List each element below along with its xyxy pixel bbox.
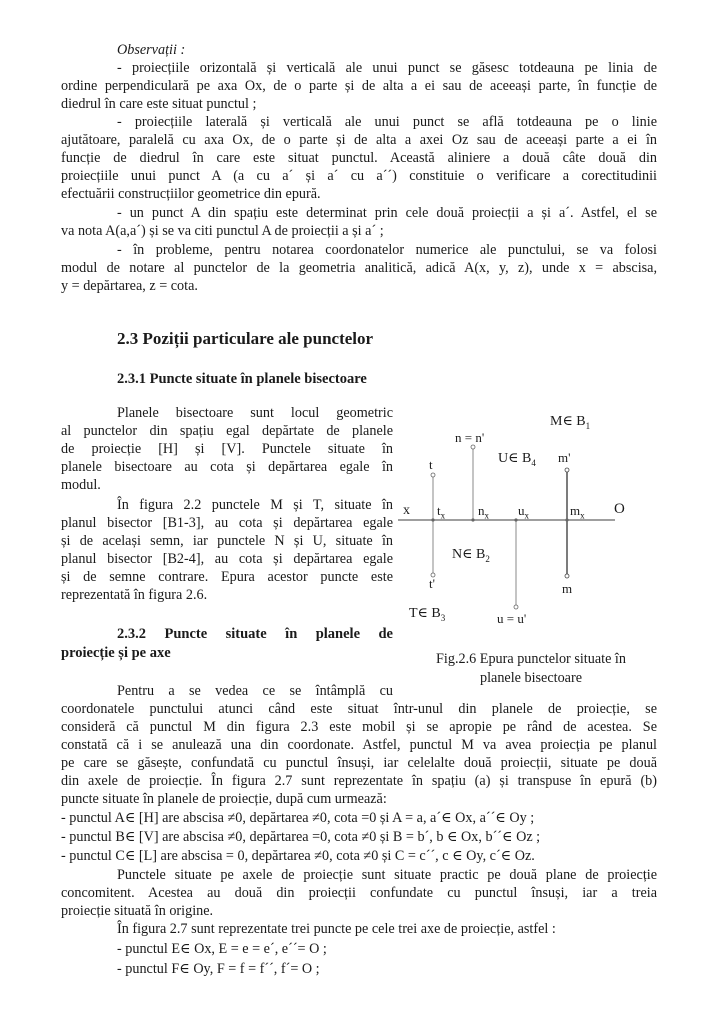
caption-line2: planele bisectoare — [479, 670, 582, 686]
figure-2-6-epura — [392, 400, 662, 650]
observations-title: Observații : — [117, 42, 186, 58]
obs-item1-line2: ordine perpendiculară pe axa Ox, de o parte și de alta a ei sau de aceeași parte, în funcție de — [61, 78, 657, 94]
s232-p1-line4: constată că i se anulează una din coordonate. Astfel, punctul M va avea proiecția pe planul — [61, 737, 657, 753]
figure-2-6-caption — [400, 650, 662, 688]
label-mx: $m_x$ — [570, 503, 585, 521]
s231-p2-line6: reprezentată în figura 2.6. — [61, 587, 208, 603]
s231-p2-line3: și de același semn, iar punctele N și U, situate în — [61, 533, 393, 549]
obs-item2-line5: efectuării construcțiilor geometrice din epură. — [61, 186, 321, 202]
obs-item2-line2: ajutătoare, paralelă cu axa Ox, de o parte și de alta a axei Oz sau de aceeași parte a ei în — [61, 132, 657, 148]
s232-p2-line3: proiecție situată în origine. — [61, 903, 214, 919]
s231-p2-line2: planul bisector [B1-3], au cota și depărtarea egale — [61, 515, 393, 531]
obs-item4-line1: - în probleme, pentru notarea coordonatelor numerice ale punctului, se va folosi — [117, 242, 657, 258]
section-2-3-2-heading-line2: proiecție și pe axe — [61, 645, 171, 661]
label-nx: $n_x$ — [478, 503, 489, 521]
s232-p2-line2: concomitent. Acestea au două din proiecții confundate cu punctul însuși, iar a treia — [61, 885, 657, 901]
s232-p1-line5: pe care se găsește, confundată cu punctul însuși, iar celelalte două proiecții, situate pe două — [61, 755, 657, 771]
s231-p1-line1: Planele bisectoare sunt locul geometric — [117, 405, 393, 421]
label-m: m — [562, 581, 573, 596]
obs-item3-line1: - un punct A din spațiu este determinat prin cele două proiecții a și a´. Astfel, el se — [117, 205, 657, 221]
label-ux: $u_x$ — [518, 503, 529, 521]
case-point-c: - punctul C∈ [L] are abscisa = 0, depărtarea ≠0, cota ≠0 și C = c´´, c ∈ Oy, c´∈ Oz. — [61, 848, 535, 864]
s231-p2-line5: și de semne contrare. Epura acestor puncte este — [61, 569, 393, 585]
s231-p2-line1: În figura 2.2 punctele M și T, situate în — [117, 497, 393, 513]
obs-item3-line2: va nota A(a,a´) și se va citi punctul A de proiecții a și a´ ; — [61, 223, 384, 239]
case-point-a: - punctul A∈ [H] are abscisa ≠0, depărtarea ≠0, cota =0 și A = a, a´∈ Ox, a´´∈ Oy ; — [61, 810, 535, 826]
label-t-prime: t' — [429, 576, 435, 591]
label-u-in-b4: U∈ $B_4$ — [498, 451, 536, 468]
s232-p1-line1: Pentru a se vedea ce se întâmplă cu — [117, 683, 393, 699]
obs-item2-line3: funcție de diedrul în care este situat punctul. Această aliniere a două câte două din — [61, 150, 657, 166]
label-t-in-b3: T∈ $B_3$ — [409, 606, 446, 623]
point-f-on-oy: - punctul F∈ Oy, F = f = f´´, f´= O ; — [117, 961, 320, 977]
s232-p3-line1: În figura 2.7 sunt reprezentate trei puncte pe cele trei axe de proiecție, astfel : — [117, 921, 556, 937]
section-2-3-2-heading-line1: 2.3.2 Puncte situate în planele de — [117, 626, 393, 642]
label-n-eq-n-prime: n = n' — [455, 430, 485, 445]
s231-p1-line4: planele bisectoare au cota și depărtarea egale în — [61, 459, 393, 475]
s232-p1-line2: coordonatele punctului atunci când este situat într-unul din planele de proiecție, se — [61, 701, 657, 717]
section-2-3-heading: 2.3 Poziții particulare ale punctelor — [117, 329, 374, 348]
s232-p1-line3: consideră că punctul M din figura 2.3 este mobil și se apropie pe rând de acestea. Se — [61, 719, 657, 735]
label-n-in-b2: N∈ $B_2$ — [452, 547, 490, 564]
case-point-b: - punctul B∈ [V] are abscisa ≠0, depărtarea =0, cota ≠0 și B = b´, b ∈ Ox, b´´∈ Oz ; — [61, 829, 541, 845]
obs-item4-line3: y = depărtarea, z = cota. — [61, 278, 198, 294]
obs-item2-line4: proiecțiile unui punct A (a cu a´ și a´ cu a´´) constituie o verificare a corectitudinii — [61, 168, 657, 184]
label-m-prime: m' — [558, 450, 571, 465]
s231-p1-line3: de proiecție [H] și [V]. Punctele situate în — [61, 441, 393, 457]
label-x-axis: x — [403, 503, 410, 518]
obs-item4-line2: modul de notare al punctelor de la geometria analitică, adică A(x, y, z), unde x = abscisa, — [61, 260, 657, 276]
label-t: t — [429, 457, 433, 472]
label-tx: $t_x$ — [437, 503, 446, 521]
s232-p2-line1: Punctele situate pe axele de proiecție sunt situate practic pe două plane de proiecție — [117, 867, 657, 883]
section-2-3-1-heading: 2.3.1 Puncte situate în planele bisectoare — [117, 371, 367, 387]
s231-p2-line4: planul bisector [B2-4], au cota și depărtarea egale — [61, 551, 393, 567]
s231-p1-line5: modul. — [61, 477, 101, 493]
s231-p1-line2: al punctelor din spațiu egal depărtate de planele — [61, 423, 393, 439]
s232-p1-line6: din axele de proiecție. În figura 2.7 sunt reprezentate în spațiu (a) și transpuse în epură (b) — [61, 773, 657, 789]
label-m-in-b1: M∈ $B_1$ — [550, 414, 591, 431]
point-e-on-ox: - punctul E∈ Ox, E = e = e´, e´´= O ; — [117, 941, 327, 957]
obs-item1-line1: - proiecțiile orizontală și verticală ale unui punct se găsesc totdeauna pe linia de — [117, 60, 657, 76]
label-u-eq-u-prime: u = u' — [497, 611, 527, 626]
label-origin-o: O — [614, 501, 625, 517]
obs-item2-line1: - proiecțiile laterală și verticală ale unui punct se află totdeauna pe o linie — [117, 114, 657, 130]
caption-line1: Fig.2.6 Epura punctelor situate în — [436, 651, 626, 667]
s232-p1-line7: puncte situate în planele de proiecție, după cum urmează: — [61, 791, 387, 807]
obs-item1-line3: diedrul în care este situat punctul ; — [61, 96, 257, 112]
